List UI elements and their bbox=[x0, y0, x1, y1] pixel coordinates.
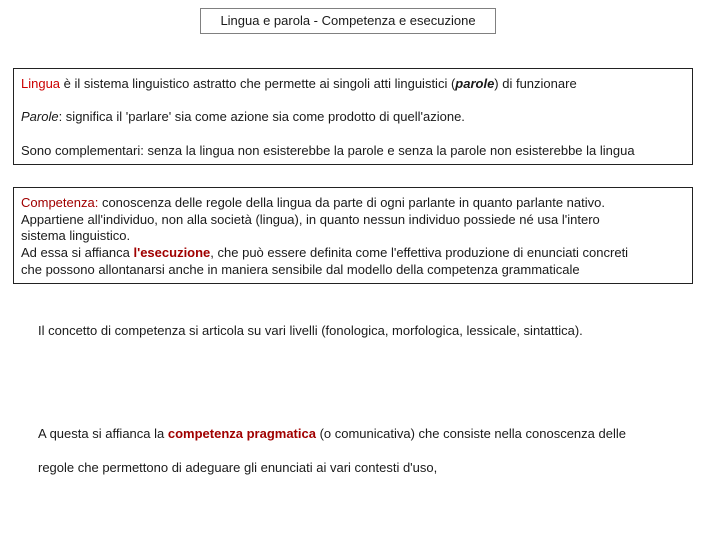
pragmatica-paragraph-2: regole che permettono di adeguare gli enunciati ai vari contesti d'uso, bbox=[38, 460, 438, 475]
slide-title: Lingua e parola - Competenza e esecuzione bbox=[200, 8, 496, 34]
esecuzione-definition-text: , che può essere definita come l'effettiva produzione di enunciati concreti bbox=[210, 245, 629, 260]
lingua-definition bbox=[21, 76, 577, 91]
competenza-box bbox=[13, 187, 693, 284]
pragmatica-term: competenza pragmatica bbox=[167, 426, 316, 441]
lingua-definition-end: ) di funzionare bbox=[494, 76, 577, 91]
competenza-term: Competenza: bbox=[21, 195, 99, 210]
competenza-line-3: sistema linguistico. bbox=[21, 228, 131, 243]
competenza-levels-paragraph: Il concetto di competenza si articola su vari livelli (fonologica, morfologica, lessicale, sintattica). bbox=[38, 323, 583, 338]
lingua-parole-box bbox=[13, 68, 693, 165]
parole-definition-text: : significa il 'parlare' sia come azione sia come prodotto di quell'azione. bbox=[58, 109, 465, 124]
esecuzione-line-2: che possono allontanarsi anche in maniera sensibile dal modello della competenza grammaticale bbox=[21, 262, 580, 277]
lingua-term: Lingua bbox=[21, 76, 61, 91]
esecuzione-line bbox=[21, 245, 628, 260]
pragmatica-text: (o comunicativa) che consiste nella conoscenza delle bbox=[315, 426, 626, 441]
esecuzione-intro: Ad essa si affianca bbox=[21, 245, 134, 260]
esecuzione-term: l'esecuzione bbox=[133, 245, 211, 260]
pragmatica-intro: A questa si affianca la bbox=[38, 426, 168, 441]
parole-term-inline: parole bbox=[455, 76, 495, 91]
parole-term: Parole bbox=[21, 109, 59, 124]
pragmatica-paragraph bbox=[38, 426, 626, 441]
parole-definition bbox=[21, 109, 465, 124]
competenza-line-2: Appartiene all'individuo, non alla società (lingua), in quanto nessun individuo possiede né usa l'intero bbox=[21, 212, 600, 227]
complementary-statement: Sono complementari: senza la lingua non esisterebbe la parole e senza la parole non esisterebbe la lingua bbox=[21, 143, 635, 158]
competenza-definition bbox=[21, 195, 605, 210]
competenza-definition-text: conoscenza delle regole della lingua da parte di ogni parlante in quanto parlante nativo. bbox=[98, 195, 605, 210]
lingua-definition-text: è il sistema linguistico astratto che permette ai singoli atti linguistici ( bbox=[60, 76, 456, 91]
